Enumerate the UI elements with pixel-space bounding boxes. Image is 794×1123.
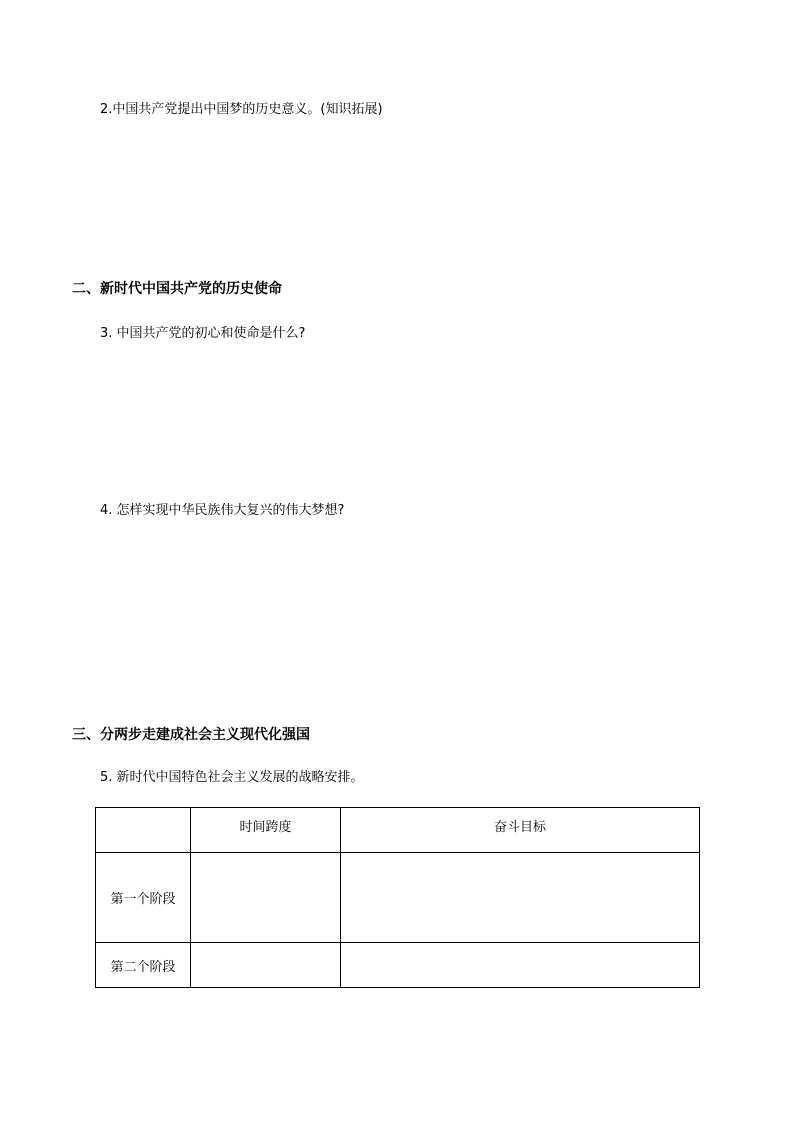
table-header-goal: 奋斗目标 — [341, 808, 700, 853]
question-3: 3. 中国共产党的初心和使命是什么? — [100, 326, 306, 341]
question-5: 5. 新时代中国特色社会主义发展的战略安排。 — [100, 770, 364, 785]
table-header-time-span: 时间跨度 — [191, 808, 341, 853]
table-row — [96, 853, 700, 943]
question-4: 4. 怎样实现中华民族伟大复兴的伟大梦想? — [100, 503, 345, 518]
goal-cell[interactable] — [341, 853, 700, 943]
stage-label: 第一个阶段 — [96, 853, 191, 943]
time-span-cell[interactable] — [191, 943, 341, 988]
section-heading-3: 三、分两步走建成社会主义现代化强国 — [72, 727, 310, 743]
stage-label: 第二个阶段 — [96, 943, 191, 988]
time-span-cell[interactable] — [191, 853, 341, 943]
table-row — [96, 943, 700, 988]
table-header-empty — [96, 808, 191, 853]
goal-cell[interactable] — [341, 943, 700, 988]
section-heading-2: 二、新时代中国共产党的历史使命 — [72, 281, 282, 297]
table-header-row — [96, 808, 700, 853]
strategy-table — [95, 807, 700, 988]
question-2: 2.中国共产党提出中国梦的历史意义。(知识拓展) — [100, 102, 383, 117]
